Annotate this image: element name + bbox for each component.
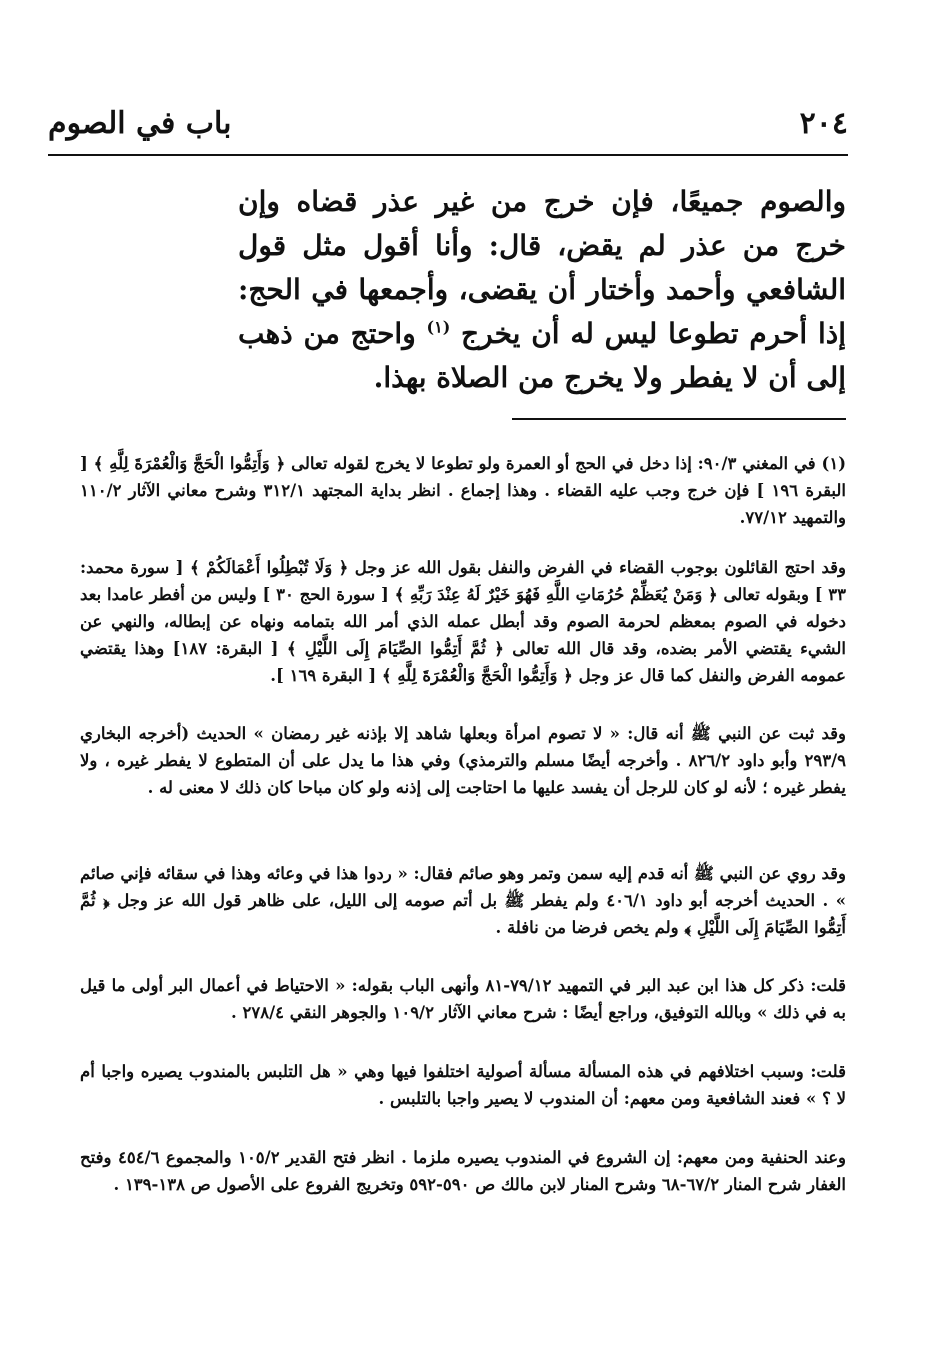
footnotes-section [80, 450, 846, 1234]
chapter-title: باب في الصوم [48, 106, 232, 141]
footnote-divider [512, 418, 846, 420]
main-text-part-2: واحتج من ذهب إلى أن لا يفطر ولا يخرج من الصلاة بهذا. [238, 317, 846, 394]
footnote-paragraph-4: وقد روي عن النبي ﷺ أنه قدم إليه سمن وتمر وهو صائم فقال: « ردوا هذا في وعائه وهذا في سقائه فإني صائم » . الحديث أخرجه أبو داود ٤٠٦/١ ولم يفطر ﷺ بل أتم صومه إلى الليل، على ظاهر قول الله عز وجل ﴿ ثُمَّ أَتِمُّوا الصِّيَامَ إِلَى اللَّيْلِ ﴾ ولم يخص فرضا من نافلة . [79, 864, 847, 937]
footnote-reference: (١) [426, 317, 451, 337]
main-text-part-1: والصوم جميعًا، فإن خرج من غير عذر قضاه وإن خرج من عذر لم يقض، قال: وأنا أقول مثل قول الشافعي وأحمد وأختار أن يقضى، وأجمعها في الحج: إذا أحرم تطوعا ليس له أن يخرج [238, 185, 847, 350]
footnote-paragraph-2: وقد احتج القائلون بوجوب القضاء في الفرض والنفل بقول الله عز وجل ﴿ وَلَا تُبْطِلُوا أَعْمَالَكُمْ ﴾ [ سورة محمد: ٣٣ ] وبقوله تعالى ﴿ وَمَنْ يُعَظِّمْ حُرُمَاتِ اللَّهِ فَهُوَ خَيْرٌ لَهُ عِنْدَ رَبِّهِ ﴾ [ سورة الحج ٣٠ ] وليس من أفطر عامدا بعد دخوله في الصوم بمعظم لحرمة الصوم وقد أبطل عمله الذي أمر الله بتمامه ونهاه عن إبطاله، والنهي عن الشيء يقتضي الأمر بضده، وقد قال الله تعالى ﴿ ثُمَّ أَتِمُّوا الصِّيَامَ إِلَى اللَّيْلِ ﴾ [ البقرة: ١٨٧] وهذا يقتضي عمومه الفرض والنفل كما قال عز وجل ﴿ وَأَتِمُّوا الْحَجَّ وَالْعُمْرَةَ لِلَّهِ ﴾ [ البقرة ١٦٩ ]. [80, 558, 846, 685]
footnote-paragraph-5: قلت: ذكر كل هذا ابن عبد البر في التمهيد ٧٩/١٢-٨١ وأنهى الباب بقوله: « الاحتياط في أعمال البر أولى ما قيل به في ذلك » وبالله التوفيق، وراجع أيضًا : شرح معاني الآثار ١٠٩/٢ والجوهر النقي ٢٧٨/٤ . [80, 976, 846, 1022]
footnote-paragraph-3: وقد ثبت عن النبي ﷺ أنه قال: « لا تصوم امرأة وبعلها شاهد إلا بإذنه غير رمضان » الحديث (أخرجه البخاري ٢٩٣/٩ وأبو داود ٨٢٦/٢ . وأخرجه أيضًا مسلم والترمذي) وفي هذا ما يدل على أن المتطوع لا يفطر غيره ، ولا يفطر غيره ؛ لأنه لو كان للرجل أن يفسد عليها ما احتاجت إلى إذنه ولو كان مباحا كان ذلك لا معنى له . [80, 724, 846, 797]
page-number: ٢٠٤ [799, 106, 848, 141]
footnote-paragraph-7: وعند الحنفية ومن معهم: إن الشروع في المندوب يصيره ملزما . انظر فتح القدير ١٠٥/٢ والمجموع ٤٥٤/٦ وفتح الغفار شرح المنار ٦٧/٢-٦٨ وشرح المنار لابن مالك ص ٥٩٠-٥٩٢ وتخريج الفروع على الأصول ص ١٣٨-١٣٩ . [80, 1148, 847, 1194]
footnote-paragraph-1: (١) في المغني ٩٠/٣: إذا دخل في الحج أو العمرة ولو تطوعا لا يخرج لقوله تعالى ﴿ وَأَتِمُّوا الْحَجَّ وَالْعُمْرَةَ لِلَّهِ ﴾ [ البقرة ١٩٦ ] فإن خرج وجب عليه القضاء . وهذا إجماع . انظر بداية المجتهد ٣١٢/١ وشرح معاني الآثار ١١٠/٢ والتمهيد ٧٧/١٢. [80, 454, 847, 527]
page-header [48, 104, 848, 148]
header-divider [48, 154, 848, 156]
footnote-paragraph-6: قلت: وسبب اختلافهم في هذه المسألة مسألة أصولية اختلفوا فيها وهي « هل التلبس بالمندوب يصيره واجبا أم لا ؟ » فعند الشافعية ومن معهم: أن المندوب لا يصير واجبا بالتلبس . [80, 1062, 846, 1108]
main-body-text [238, 180, 846, 400]
